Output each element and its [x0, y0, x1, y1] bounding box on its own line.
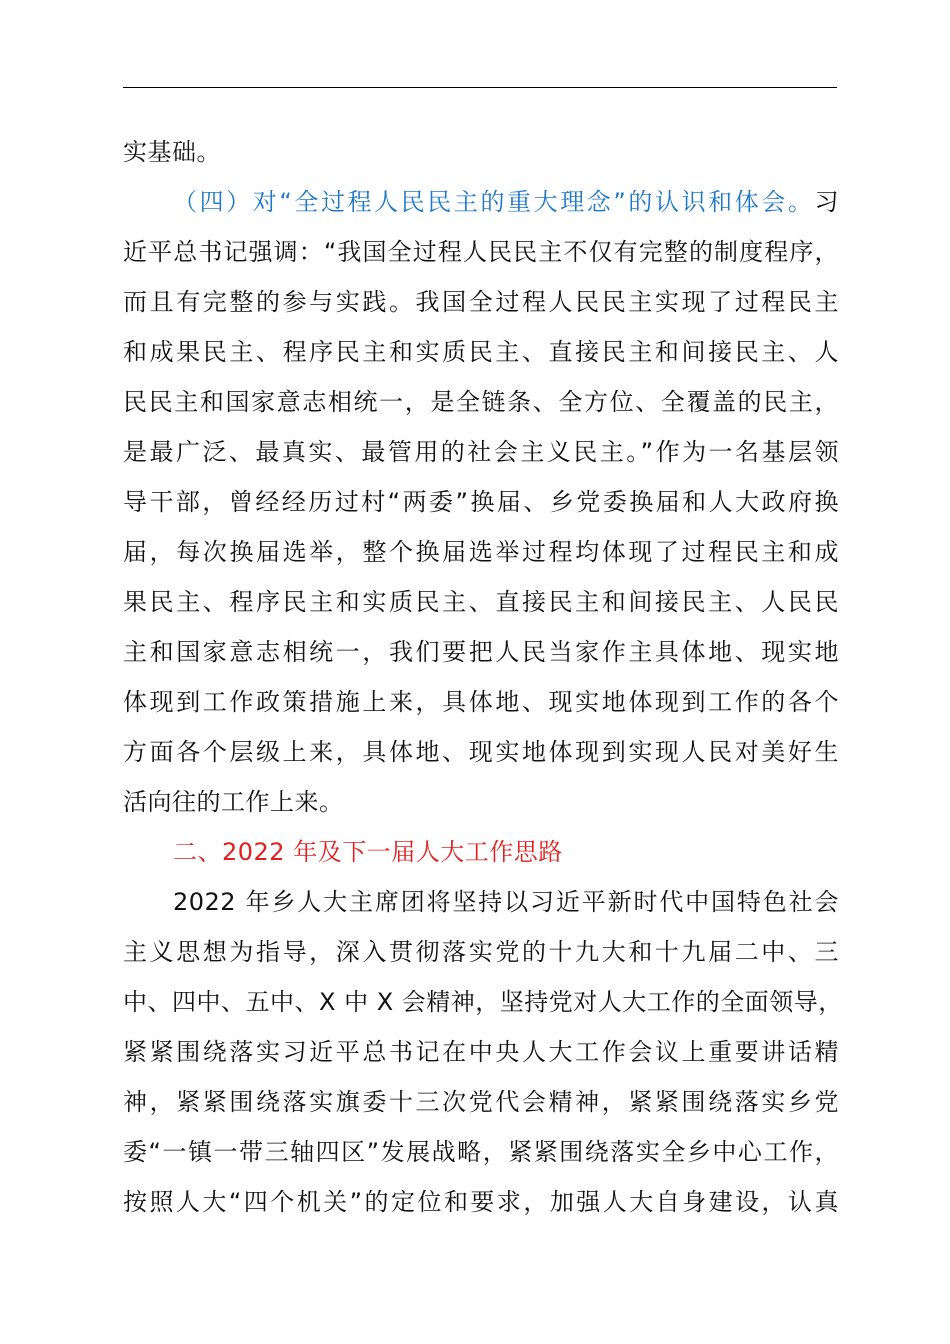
paragraph-line: 按照人大“四个机关”的定位和要求，加强人大自身建设，认真 [123, 1188, 839, 1216]
paragraph-line: 2022 年乡人大主席团将坚持以习近平新时代中国特色社会 [173, 888, 839, 916]
document-body [123, 127, 843, 1227]
paragraph-line: 导干部，曾经经历过村“两委”换届、乡党委换届和人大政府换 [123, 488, 839, 516]
paragraph-line: 届，每次换届选举，整个换届选举过程均体现了过程民主和成 [123, 538, 839, 566]
paragraph-line: 是最广泛、最真实、最管用的社会主义民主。”作为一名基层领 [123, 438, 839, 466]
paragraph-line: 近平总书记强调：“我国全过程人民民主不仅有完整的制度程序， [123, 238, 839, 266]
paragraph-line: 主和国家意志相统一，我们要把人民当家作主具体地、现实地 [123, 638, 839, 666]
paragraph-line: 和成果民主、程序民主和实质民主、直接民主和间接民主、人 [123, 338, 839, 366]
paragraph-line: 主义思想为指导，深入贯彻落实党的十九大和十九届二中、三 [123, 938, 839, 966]
subheading-text: （四）对“全过程人民民主的重大理念”的认识和体会。 [173, 188, 815, 216]
subheading-line [123, 177, 839, 227]
section-heading: 二、2022 年及下一届人大工作思路 [173, 838, 563, 866]
paragraph-line: 实基础。 [123, 138, 221, 166]
paragraph-line: 体现到工作政策措施上来，具体地、现实地体现到工作的各个 [123, 688, 839, 716]
header-rule [123, 87, 837, 88]
paragraph-line: 活向往的工作上来。 [123, 788, 344, 816]
paragraph-line: 而且有完整的参与实践。我国全过程人民民主实现了过程民主 [123, 288, 839, 316]
paragraph-text: 习 [814, 188, 839, 216]
paragraph-line: 紧紧围绕落实习近平总书记在中央人大工作会议上重要讲话精 [123, 1038, 839, 1066]
paragraph-line: 中、四中、五中、X 中 X 会精神，坚持党对人大工作的全面领导， [123, 988, 843, 1016]
paragraph-line: 方面各个层级上来，具体地、现实地体现到实现人民对美好生 [123, 738, 839, 766]
paragraph-line: 果民主、程序民主和实质民主、直接民主和间接民主、人民民 [123, 588, 839, 616]
paragraph-line: 民民主和国家意志相统一，是全链条、全方位、全覆盖的民主， [123, 388, 839, 416]
paragraph-line: 神，紧紧围绕落实旗委十三次党代会精神，紧紧围绕落实乡党 [123, 1088, 839, 1116]
paragraph-line: 委“一镇一带三轴四区”发展战略，紧紧围绕落实全乡中心工作， [123, 1138, 839, 1166]
